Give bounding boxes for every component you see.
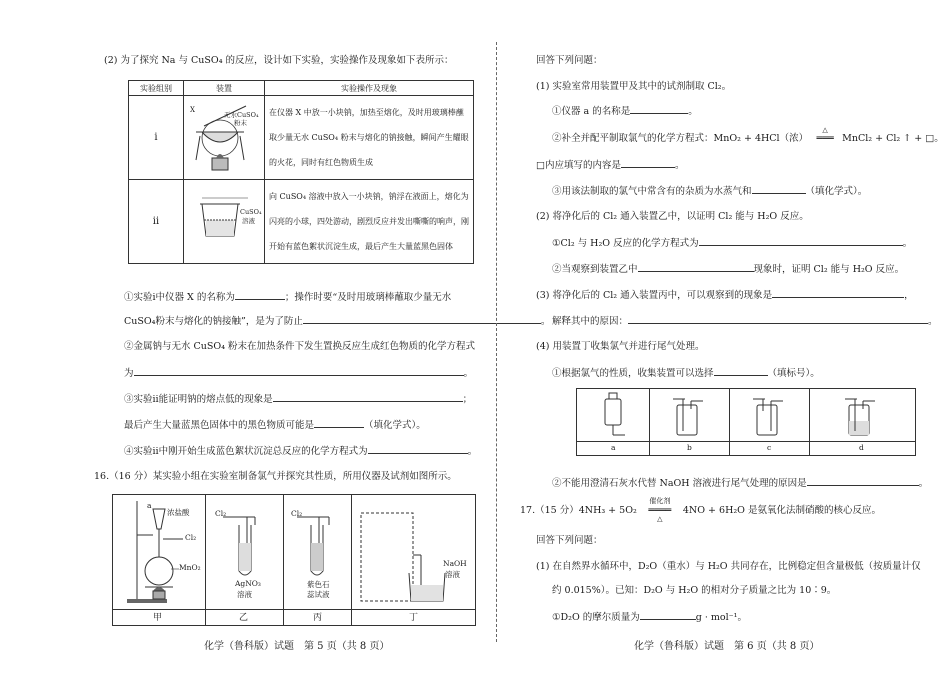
q17-text-a: 17.（15 分）4NH₃ + 5O₂ <box>520 505 637 516</box>
s3-text-a: ③实验ⅱ能证明钠的熔点低的现象是 <box>124 394 273 405</box>
r8-text-b: 现象时，证明 Cl₂ 能与 H₂O 反应。 <box>753 264 905 275</box>
s1-line1 <box>124 290 451 304</box>
r6: (2) 将净化后的 Cl₂ 通入装置乙中，以证明 Cl₂ 能与 H₂O 反应。 <box>536 211 809 222</box>
table-header: 实验操作及现象 <box>265 81 474 96</box>
apparatus-cell-i <box>184 96 265 180</box>
answer-blank[interactable] <box>640 610 696 620</box>
s3-line2 <box>124 418 426 432</box>
q2-intro: (2) 为了探究 Na 与 CuSO₄ 的反应，设计如下实验，实验操作及现象如下表所示： <box>104 55 454 66</box>
answer-blank[interactable] <box>314 418 364 428</box>
chlorine-apparatus-figure <box>112 494 476 626</box>
answer-blank[interactable] <box>273 392 463 402</box>
r9-text: (3) 将净化后的 Cl₂ 通入装置丙中，可以观察到的现象是 <box>536 290 773 301</box>
generator-apparatus-jia <box>113 495 205 609</box>
caption-jia: 甲 <box>153 613 163 623</box>
caption-bing: 丙 <box>313 613 323 623</box>
s2-text-b: 为 <box>124 368 134 379</box>
label-solution: 溶液 <box>242 217 255 225</box>
answer-intro: 回答下列问题： <box>536 55 603 66</box>
r10: 解释其中的原因： 。 <box>552 316 938 327</box>
r12 <box>552 366 820 380</box>
device-c <box>729 389 809 441</box>
q16-intro: 16.（16 分）某实验小组在实验室制备氯气并探究其性质，所用仪器及试剂如图所示。 <box>94 471 457 482</box>
label-litmus-1: 紫色石 <box>307 580 330 589</box>
collection-devices-figure <box>576 388 916 456</box>
label-bing-cl2: Cl₂ <box>291 509 303 518</box>
answer-blank[interactable] <box>638 262 754 272</box>
equation-arrow: △ ═══ <box>811 132 839 145</box>
page-footer-right: 化学（鲁科版）试题 第 6 页（共 8 页） <box>634 641 820 652</box>
device-a <box>577 389 649 441</box>
heat-condition: △ <box>657 515 663 523</box>
r8 <box>552 262 904 276</box>
absorber-ding <box>351 495 475 609</box>
procedure-line: 的火花，同时有红色物质生成 <box>269 158 373 167</box>
r3-text-b: MnCl₂ + Cl₂ ↑ + □。 <box>842 133 944 144</box>
label-naoh: NaOH <box>443 559 467 568</box>
r17-text-b: g · mol⁻¹。 <box>695 612 747 623</box>
q17-intro <box>520 497 881 523</box>
procedure-line: 向 CuSO₄ 溶液中放入一小块钠，钠浮在液面上，熔化为 <box>269 192 469 201</box>
s4-text-a: ④实验ⅱ中刚开始生成蓝色絮状沉淀总反应的化学方程式为 <box>124 446 368 457</box>
label-conc-hcl: 浓盐酸 <box>167 508 190 517</box>
procedure-line: 闪亮的小球，四处游动，剧烈反应并发出嘶嘶的响声，刚 <box>269 217 469 226</box>
caption-d: d <box>859 443 864 452</box>
answer-blank[interactable] <box>807 476 919 486</box>
answer-blank[interactable] <box>368 444 468 454</box>
r8-text-a: ②当观察到装置乙中 <box>552 264 638 275</box>
r17-text-a: ①D₂O 的摩尔质量为 <box>552 612 640 623</box>
label-cuso4: 无水CuSO₄ <box>224 111 259 119</box>
answer-blank[interactable] <box>628 314 928 324</box>
caption-ding: 丁 <box>409 613 419 623</box>
label-solution: 溶液 <box>237 590 252 599</box>
answer-blank[interactable] <box>714 366 768 376</box>
experiment-table <box>128 80 474 264</box>
procedure-line: 开始有蓝色絮状沉淀生成，最后产生大量蓝黑色固体 <box>269 242 453 251</box>
column-divider <box>496 42 497 642</box>
r15: (1) 在自然界水循环中，D₂O（重水）与 H₂O 共同存在，比例稳定但含量极低（按质量计仅 <box>536 561 921 572</box>
r14: 回答下列问题： <box>536 535 603 546</box>
answer-blank[interactable] <box>699 236 903 246</box>
answer-blank[interactable] <box>752 184 806 194</box>
s3-line1: ③实验ⅱ能证明钠的熔点低的现象是 ； <box>124 394 473 405</box>
r3 <box>552 126 944 145</box>
answer-blank[interactable] <box>621 158 675 168</box>
r10-text: 解释其中的原因： <box>552 316 629 327</box>
caption-yi: 乙 <box>239 613 249 623</box>
answer-blank[interactable] <box>303 314 541 324</box>
s1-text-a: ①实验ⅰ中仪器 X 的名称为 <box>124 292 235 303</box>
label-agno3: AgNO₃ <box>235 579 261 588</box>
r7-text: ①Cl₂ 与 H₂O 反应的化学方程式为 <box>552 238 699 249</box>
r13: ②不能用澄清石灰水代替 NaOH 溶液进行尾气处理的原因是 。 <box>552 478 929 489</box>
r13-text: ②不能用澄清石灰水代替 NaOH 溶液进行尾气处理的原因是 <box>552 478 807 489</box>
r11: (4) 用装置丁收集氯气并进行尾气处理。 <box>536 341 705 352</box>
q17-text-b: 4NO + 6H₂O 是氨氧化法制硝酸的核心反应。 <box>682 505 881 516</box>
answer-blank[interactable] <box>235 290 285 300</box>
s1-text-b: ；操作时要“及时用玻璃棒蘸取少量无水 <box>284 292 452 303</box>
table-header: 装置 <box>184 81 265 96</box>
r12-text-b: （填标号）。 <box>767 368 820 379</box>
crucible-apparatus-figure <box>184 96 264 180</box>
table-row <box>129 96 474 180</box>
table-header: 实验组别 <box>129 81 184 96</box>
heat-condition: △ <box>822 126 828 134</box>
caption-divider <box>577 441 915 442</box>
procedure-cell <box>265 96 474 180</box>
r5-text-b: （填化学式）。 <box>805 186 868 197</box>
label-cl2-out: Cl₂ <box>185 533 197 542</box>
label-yi-cl2: Cl₂ <box>215 509 227 518</box>
r1: (1) 实验室常用装置甲及其中的试剂制取 Cl₂。 <box>536 81 732 92</box>
label-litmus-2: 蕊试液 <box>307 590 330 599</box>
s3-text-c: （填化学式）。 <box>364 420 426 431</box>
group-cell: ⅰ <box>129 96 184 180</box>
caption-b: b <box>687 443 692 452</box>
procedure-line: 取少量无水 CuSO₄ 粉末与熔化的钠接触，瞬间产生耀眼 <box>269 133 469 142</box>
r17 <box>552 610 747 624</box>
caption-divider <box>113 609 475 610</box>
catalyst-condition: 催化剂 <box>649 497 671 505</box>
s1-text-c: CuSO₄粉末与熔化的钠接触”，是为了防止 <box>124 316 303 327</box>
label-mno2: MnO₂ <box>179 563 201 572</box>
procedure-cell <box>265 180 474 264</box>
r5 <box>552 184 867 198</box>
r4-text: □内应填写的内容是 <box>536 160 621 171</box>
label-x: X <box>190 106 195 114</box>
s4-line1: ④实验ⅱ中刚开始生成蓝色絮状沉淀总反应的化学方程式为 。 <box>124 446 478 457</box>
table-row <box>129 180 474 264</box>
caption-a: a <box>611 443 616 452</box>
s2-line1: ②金属钠与无水 CuSO₄ 粉末在加热条件下发生置换反应生成红色物质的化学方程式 <box>124 341 476 352</box>
r7: ①Cl₂ 与 H₂O 反应的化学方程式为 。 <box>552 238 913 249</box>
label-powder: 粉末 <box>234 119 247 127</box>
r2-text: ①仪器 a 的名称是 <box>552 106 631 117</box>
page-footer-left: 化学（鲁科版）试题 第 5 页（共 8 页） <box>204 641 390 652</box>
label-naoh-solution: 溶液 <box>445 570 460 579</box>
r3-text-a: ②补全并配平制取氯气的化学方程式：MnO₂ + 4HCl（浓） <box>552 133 809 144</box>
apparatus-cell-ii <box>184 180 265 264</box>
group-cell: ⅱ <box>129 180 184 264</box>
r2: ①仪器 a 的名称是 。 <box>552 106 698 117</box>
s2-line2: 为 。 <box>124 368 474 379</box>
label-cuso4-solution: CuSO₄ <box>240 208 262 216</box>
r12-text-a: ①根据氯气的性质，收集装置可以选择 <box>552 368 714 379</box>
r9: (3) 将净化后的 Cl₂ 通入装置丙中，可以观察到的现象是 ， <box>536 290 914 301</box>
device-b <box>649 389 729 441</box>
answer-blank[interactable] <box>630 104 688 114</box>
s1-line2: CuSO₄粉末与熔化的钠接触”，是为了防止 。 <box>124 316 551 327</box>
label-a: a <box>147 501 152 510</box>
equation-arrow: 催化剂 ════ △ <box>640 504 680 517</box>
procedure-line: 在仪器 X 中放一小块钠，加热至熔化，及时用玻璃棒蘸 <box>269 108 464 117</box>
caption-c: c <box>767 443 772 452</box>
r4: □内应填写的内容是 。 <box>536 160 685 171</box>
answer-blank[interactable] <box>772 288 904 298</box>
r16: 约 0.015%）。已知：D₂O 与 H₂O 的相对分子质量之比为 10∶9。 <box>552 585 837 596</box>
device-d <box>809 389 915 441</box>
s3-text-b: 最后产生大量蓝黑色固体中的黑色物质可能是 <box>124 420 315 431</box>
answer-blank[interactable] <box>134 366 464 376</box>
r5-text-a: ③用该法制取的氯气中常含有的杂质为水蒸气和 <box>552 186 752 197</box>
